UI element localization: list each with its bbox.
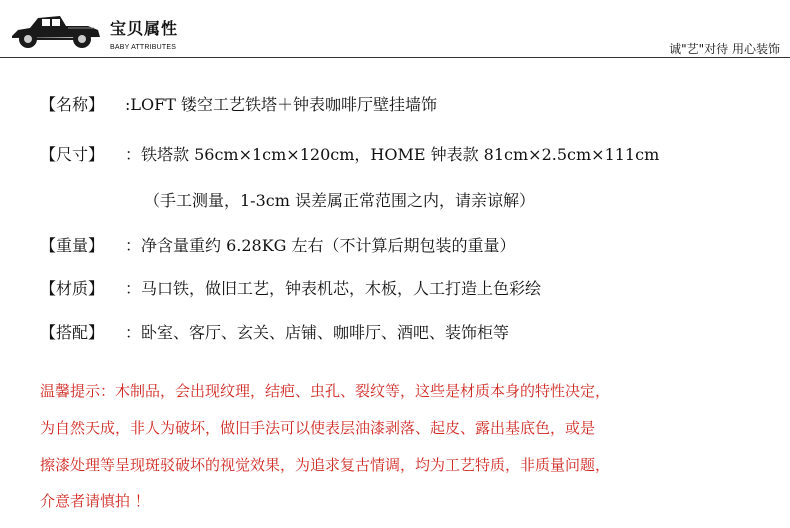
attr-label: 【尺寸】 [40,145,105,164]
notice-line-4: 介意者请慎拍 ！ [40,492,150,510]
attr-label: 【重量】 [40,236,105,255]
attr-value: ：铁塔款 56cm×1cm×120cm，HOME 钟表款 81cm×2.5cm×111cm [125,145,660,164]
attr-size-note: （手工测量，1-3cm 误差属正常范围之内，请亲谅解） [144,191,535,210]
slogan: 诚"艺"对待 用心装饰 [669,42,780,56]
section-subtitle: BABY ATTRIBUTES [110,44,177,51]
attr-row-material [40,276,541,299]
vintage-car-icon [8,6,104,52]
notice-line-1: 温馨提示：木制品，会出现纹理，结疤、虫孔、裂纹等，这些是材质本身的特性决定， [40,382,611,400]
attr-label: 【材质】 [40,279,105,298]
attr-value: :LOFT 镂空工艺铁塔＋钟表咖啡厅壁挂墙饰 [125,95,437,114]
attr-value: ：卧室、客厅、玄关、店铺、咖啡厅、酒吧、装饰柜等 [125,323,510,342]
section-title: 宝贝属性 [110,19,179,38]
attr-value: ：净含量重约 6.28KG 左右（不计算后期包装的重量） [125,236,516,255]
page-header [0,0,790,60]
attr-row-weight [40,233,516,256]
header-divider [0,57,790,58]
attr-label: 【名称】 [40,95,105,114]
notice-line-2: 为自然天成，非人为破坏，做旧手法可以使表层油漆剥落、起皮、露出基底色，或是 [40,419,596,437]
notice-line-3: 擦漆处理等呈现斑驳破坏的视觉效果，为追求复古情调，均为工艺特质，非质量问题， [40,456,611,474]
attr-label: 【搭配】 [40,323,105,342]
attr-row-match [40,320,509,343]
attr-row-size [40,142,659,165]
attr-value: ：马口铁，做旧工艺，钟表机芯，木板，人工打造上色彩绘 [125,279,542,298]
attr-row-name [40,92,437,115]
